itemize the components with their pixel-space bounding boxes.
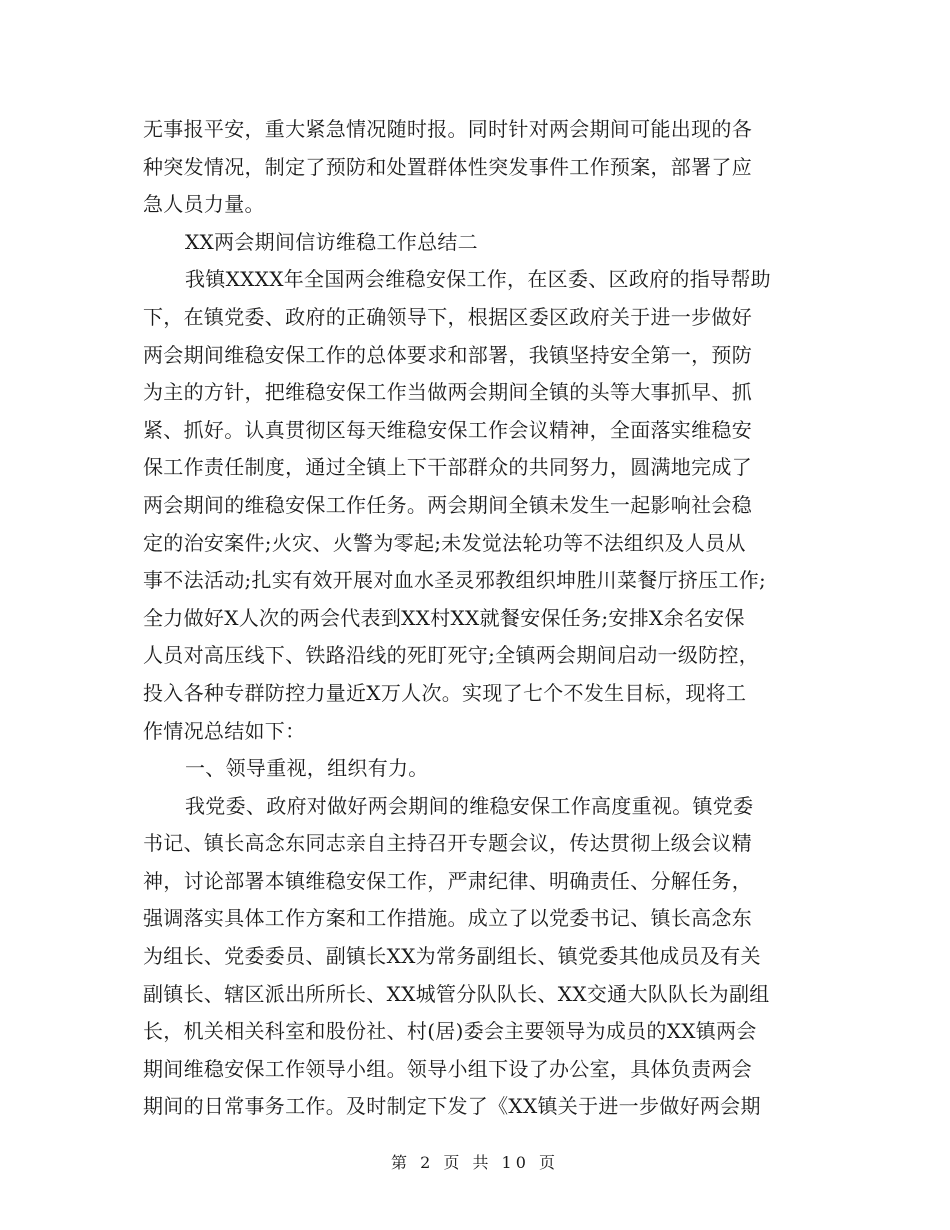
text-line: 种突发情况，制定了预防和处置群体性突发事件工作预案，部署了应 [143, 154, 752, 179]
text-line: 为主的方针，把维稳安保工作当做两会期间全镇的头等大事抓早、抓 [143, 380, 752, 405]
text-line: 急人员力量。 [143, 192, 265, 217]
text-line: 人员对高压线下、铁路沿线的死盯死守;全镇两会期间启动一级防控， [143, 643, 760, 668]
text-line: 书记、镇长高念东同志亲自主持召开专题会议，传达贯彻上级会议精 [143, 831, 752, 856]
text-line: 无事报平安，重大紧急情况随时报。同时针对两会期间可能出现的各 [143, 117, 752, 141]
text-line: 强调落实具体工作方案和工作措施。成立了以党委书记、镇长高念东 [143, 906, 752, 931]
text-line: 为组长、党委委员、副镇长XX为常务副组长、镇党委其他成员及有关 [143, 944, 761, 969]
page-footer: 第 2 页 共 10 页 [391, 1153, 559, 1172]
text-line: XX两会期间信访维稳工作总结二 [185, 229, 478, 254]
text-line: 作情况总结如下： [143, 718, 306, 743]
text-line: 神，讨论部署本镇维稳安保工作，严肃纪律、明确责任、分解任务， [143, 868, 752, 893]
text-line: 定的治安案件;火灾、火警为零起;未发觉法轮功等不法组织及人员从 [143, 530, 746, 555]
text-line: 期间维稳安保工作领导小组。领导小组下设了办公室，具体负责两会 [143, 1056, 752, 1081]
text-line: 保工作责任制度，通过全镇上下干部群众的共同努力，圆满地完成了 [143, 455, 752, 480]
text-line: 事不法活动;扎实有效开展对血水圣灵邪教组织坤胜川菜餐厅挤压工作; [143, 568, 767, 593]
text-line: 期间的日常事务工作。及时制定下发了《XX镇关于进一步做好两会期 [143, 1094, 761, 1119]
text-line: 一、领导重视，组织有力。 [185, 756, 429, 781]
text-line: 副镇长、辖区派出所所长、XX城管分队队长、XX交通大队队长为副组 [143, 981, 770, 1006]
text-line: 我镇XXXX年全国两会维稳安保工作，在区委、区政府的指导帮助 [185, 267, 771, 292]
text-line: 我党委、政府对做好两会期间的维稳安保工作高度重视。镇党委 [185, 793, 754, 818]
text-line: 下，在镇党委、政府的正确领导下，根据区委区政府关于进一步做好 [143, 304, 752, 329]
text-line: 两会期间维稳安保工作的总体要求和部署，我镇坚持安全第一，预防 [143, 342, 752, 367]
text-line: 两会期间的维稳安保工作任务。两会期间全镇未发生一起影响社会稳 [143, 492, 752, 517]
text-line: 全力做好X人次的两会代表到XX村XX就餐安保任务;安排X余名安保 [143, 605, 745, 630]
document-body [143, 111, 815, 1126]
text-line: 紧、抓好。认真贯彻区每天维稳安保工作会议精神，全面落实维稳安 [143, 417, 752, 442]
text-line: 长，机关相关科室和股份社、村(居)委会主要领导为成员的XX镇两会 [143, 1019, 757, 1044]
text-line: 投入各种专群防控力量近X万人次。实现了七个不发生目标，现将工 [143, 680, 747, 705]
